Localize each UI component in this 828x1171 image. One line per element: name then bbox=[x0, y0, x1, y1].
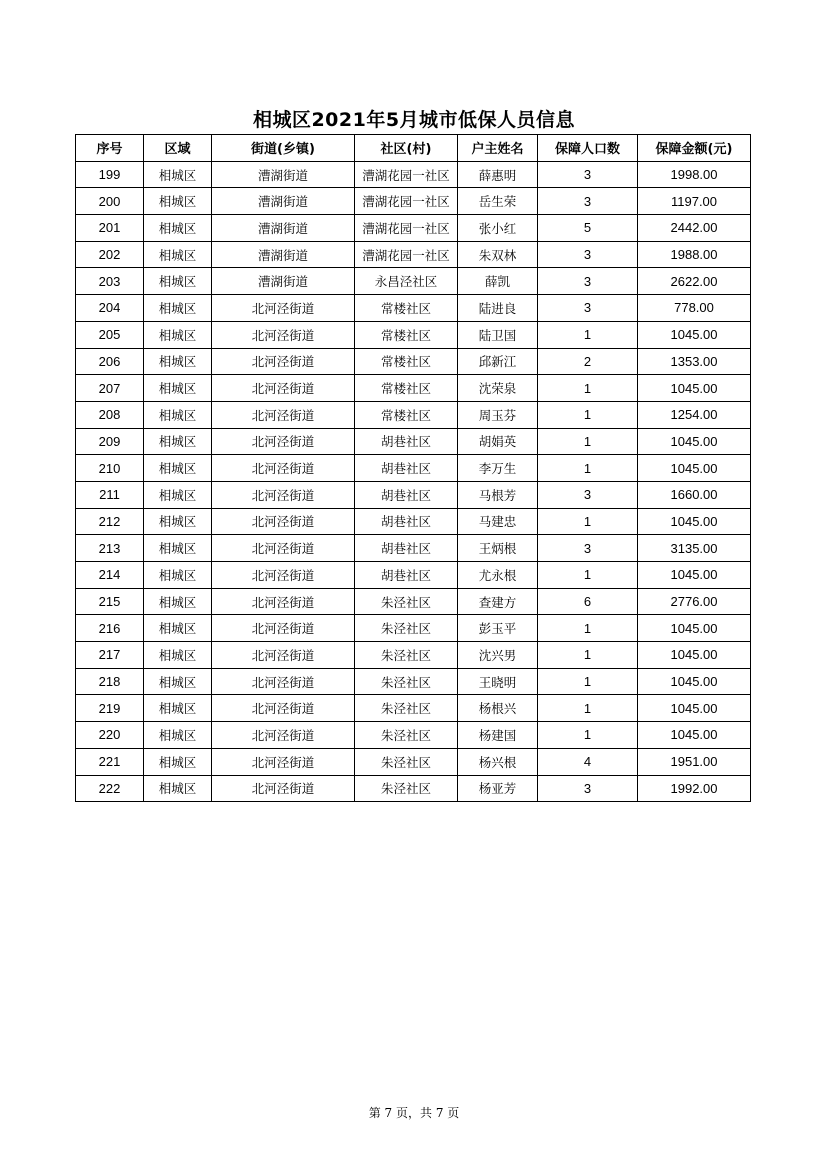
cell-population: 4 bbox=[538, 748, 638, 775]
cell-region: 相城区 bbox=[144, 348, 212, 375]
cell-community: 朱泾社区 bbox=[355, 748, 458, 775]
cell-street: 漕湖街道 bbox=[212, 188, 355, 215]
cell-index: 214 bbox=[76, 562, 144, 589]
cell-region: 相城区 bbox=[144, 668, 212, 695]
table-row bbox=[76, 241, 751, 268]
cell-community: 朱泾社区 bbox=[355, 615, 458, 642]
cell-amount: 2622.00 bbox=[638, 268, 751, 295]
cell-region: 相城区 bbox=[144, 508, 212, 535]
cell-population: 3 bbox=[538, 295, 638, 322]
cell-community: 朱泾社区 bbox=[355, 588, 458, 615]
cell-population: 3 bbox=[538, 188, 638, 215]
cell-amount: 1045.00 bbox=[638, 668, 751, 695]
cell-householder: 朱双林 bbox=[458, 241, 538, 268]
table-row bbox=[76, 161, 751, 188]
cell-street: 漕湖街道 bbox=[212, 241, 355, 268]
cell-region: 相城区 bbox=[144, 295, 212, 322]
cell-region: 相城区 bbox=[144, 722, 212, 749]
recipients-table bbox=[75, 134, 751, 802]
cell-amount: 778.00 bbox=[638, 295, 751, 322]
cell-region: 相城区 bbox=[144, 375, 212, 402]
cell-index: 201 bbox=[76, 215, 144, 242]
cell-community: 漕湖花园一社区 bbox=[355, 161, 458, 188]
cell-community: 常楼社区 bbox=[355, 401, 458, 428]
cell-street: 北河泾街道 bbox=[212, 321, 355, 348]
cell-index: 206 bbox=[76, 348, 144, 375]
cell-region: 相城区 bbox=[144, 321, 212, 348]
cell-region: 相城区 bbox=[144, 642, 212, 669]
cell-householder: 陆进良 bbox=[458, 295, 538, 322]
cell-region: 相城区 bbox=[144, 428, 212, 455]
cell-amount: 1045.00 bbox=[638, 455, 751, 482]
cell-amount: 1998.00 bbox=[638, 161, 751, 188]
cell-community: 常楼社区 bbox=[355, 295, 458, 322]
cell-community: 漕湖花园一社区 bbox=[355, 215, 458, 242]
cell-population: 1 bbox=[538, 401, 638, 428]
cell-region: 相城区 bbox=[144, 241, 212, 268]
cell-index: 204 bbox=[76, 295, 144, 322]
cell-community: 永昌泾社区 bbox=[355, 268, 458, 295]
table-row bbox=[76, 188, 751, 215]
table-row bbox=[76, 455, 751, 482]
cell-region: 相城区 bbox=[144, 615, 212, 642]
cell-population: 1 bbox=[538, 615, 638, 642]
cell-index: 213 bbox=[76, 535, 144, 562]
table-row bbox=[76, 401, 751, 428]
cell-population: 2 bbox=[538, 348, 638, 375]
cell-street: 漕湖街道 bbox=[212, 268, 355, 295]
cell-amount: 2442.00 bbox=[638, 215, 751, 242]
cell-amount: 1045.00 bbox=[638, 695, 751, 722]
cell-street: 北河泾街道 bbox=[212, 481, 355, 508]
cell-community: 常楼社区 bbox=[355, 348, 458, 375]
table-row bbox=[76, 295, 751, 322]
cell-region: 相城区 bbox=[144, 188, 212, 215]
cell-population: 1 bbox=[538, 668, 638, 695]
cell-region: 相城区 bbox=[144, 562, 212, 589]
table-body bbox=[76, 161, 751, 802]
table-row bbox=[76, 668, 751, 695]
cell-street: 北河泾街道 bbox=[212, 642, 355, 669]
cell-householder: 张小红 bbox=[458, 215, 538, 242]
table-row bbox=[76, 508, 751, 535]
cell-householder: 尤永根 bbox=[458, 562, 538, 589]
table-row bbox=[76, 775, 751, 802]
header-region: 区域 bbox=[144, 135, 212, 162]
cell-population: 1 bbox=[538, 455, 638, 482]
table-row bbox=[76, 375, 751, 402]
cell-street: 北河泾街道 bbox=[212, 295, 355, 322]
cell-amount: 1992.00 bbox=[638, 775, 751, 802]
cell-index: 218 bbox=[76, 668, 144, 695]
cell-community: 常楼社区 bbox=[355, 321, 458, 348]
cell-index: 219 bbox=[76, 695, 144, 722]
cell-amount: 1197.00 bbox=[638, 188, 751, 215]
cell-index: 212 bbox=[76, 508, 144, 535]
cell-index: 217 bbox=[76, 642, 144, 669]
cell-region: 相城区 bbox=[144, 455, 212, 482]
cell-householder: 杨根兴 bbox=[458, 695, 538, 722]
cell-index: 205 bbox=[76, 321, 144, 348]
table-row bbox=[76, 615, 751, 642]
header-street: 街道(乡镇) bbox=[212, 135, 355, 162]
cell-community: 朱泾社区 bbox=[355, 775, 458, 802]
cell-region: 相城区 bbox=[144, 161, 212, 188]
cell-street: 北河泾街道 bbox=[212, 562, 355, 589]
cell-index: 200 bbox=[76, 188, 144, 215]
cell-street: 北河泾街道 bbox=[212, 615, 355, 642]
cell-region: 相城区 bbox=[144, 748, 212, 775]
cell-population: 1 bbox=[538, 508, 638, 535]
cell-householder: 邱新江 bbox=[458, 348, 538, 375]
cell-community: 朱泾社区 bbox=[355, 722, 458, 749]
cell-street: 北河泾街道 bbox=[212, 588, 355, 615]
cell-street: 漕湖街道 bbox=[212, 215, 355, 242]
cell-index: 215 bbox=[76, 588, 144, 615]
cell-householder: 王晓明 bbox=[458, 668, 538, 695]
table-row bbox=[76, 268, 751, 295]
cell-householder: 沈兴男 bbox=[458, 642, 538, 669]
cell-index: 220 bbox=[76, 722, 144, 749]
cell-population: 6 bbox=[538, 588, 638, 615]
cell-householder: 胡娟英 bbox=[458, 428, 538, 455]
cell-index: 202 bbox=[76, 241, 144, 268]
cell-population: 1 bbox=[538, 321, 638, 348]
cell-amount: 1353.00 bbox=[638, 348, 751, 375]
cell-householder: 李万生 bbox=[458, 455, 538, 482]
cell-population: 3 bbox=[538, 161, 638, 188]
table-row bbox=[76, 748, 751, 775]
header-index: 序号 bbox=[76, 135, 144, 162]
cell-region: 相城区 bbox=[144, 695, 212, 722]
cell-population: 1 bbox=[538, 428, 638, 455]
cell-street: 北河泾街道 bbox=[212, 455, 355, 482]
cell-region: 相城区 bbox=[144, 215, 212, 242]
cell-street: 北河泾街道 bbox=[212, 775, 355, 802]
cell-householder: 马建忠 bbox=[458, 508, 538, 535]
cell-community: 胡巷社区 bbox=[355, 481, 458, 508]
table-row bbox=[76, 722, 751, 749]
cell-amount: 1951.00 bbox=[638, 748, 751, 775]
cell-householder: 杨建国 bbox=[458, 722, 538, 749]
cell-householder: 沈荣泉 bbox=[458, 375, 538, 402]
cell-amount: 1045.00 bbox=[638, 642, 751, 669]
table-row bbox=[76, 481, 751, 508]
cell-index: 209 bbox=[76, 428, 144, 455]
cell-community: 胡巷社区 bbox=[355, 535, 458, 562]
cell-population: 1 bbox=[538, 375, 638, 402]
table-row bbox=[76, 428, 751, 455]
cell-amount: 1045.00 bbox=[638, 321, 751, 348]
cell-street: 北河泾街道 bbox=[212, 695, 355, 722]
cell-index: 199 bbox=[76, 161, 144, 188]
cell-population: 1 bbox=[538, 562, 638, 589]
header-population: 保障人口数 bbox=[538, 135, 638, 162]
cell-community: 朱泾社区 bbox=[355, 695, 458, 722]
cell-householder: 薛凯 bbox=[458, 268, 538, 295]
cell-population: 1 bbox=[538, 695, 638, 722]
cell-region: 相城区 bbox=[144, 588, 212, 615]
cell-community: 朱泾社区 bbox=[355, 642, 458, 669]
table-row bbox=[76, 348, 751, 375]
cell-community: 朱泾社区 bbox=[355, 668, 458, 695]
header-householder: 户主姓名 bbox=[458, 135, 538, 162]
cell-amount: 1045.00 bbox=[638, 428, 751, 455]
table-row bbox=[76, 588, 751, 615]
cell-region: 相城区 bbox=[144, 481, 212, 508]
cell-householder: 查建方 bbox=[458, 588, 538, 615]
cell-region: 相城区 bbox=[144, 535, 212, 562]
cell-householder: 马根芳 bbox=[458, 481, 538, 508]
cell-householder: 周玉芬 bbox=[458, 401, 538, 428]
cell-index: 210 bbox=[76, 455, 144, 482]
cell-region: 相城区 bbox=[144, 775, 212, 802]
cell-index: 208 bbox=[76, 401, 144, 428]
cell-street: 北河泾街道 bbox=[212, 748, 355, 775]
cell-amount: 1045.00 bbox=[638, 562, 751, 589]
cell-region: 相城区 bbox=[144, 268, 212, 295]
cell-householder: 陆卫国 bbox=[458, 321, 538, 348]
cell-index: 207 bbox=[76, 375, 144, 402]
cell-amount: 3135.00 bbox=[638, 535, 751, 562]
cell-community: 常楼社区 bbox=[355, 375, 458, 402]
cell-index: 221 bbox=[76, 748, 144, 775]
cell-street: 北河泾街道 bbox=[212, 401, 355, 428]
cell-population: 3 bbox=[538, 241, 638, 268]
cell-amount: 1045.00 bbox=[638, 615, 751, 642]
page-footer: 第 7 页，共 7 页 bbox=[368, 1106, 460, 1120]
cell-householder: 岳生荣 bbox=[458, 188, 538, 215]
cell-population: 3 bbox=[538, 775, 638, 802]
table-row bbox=[76, 535, 751, 562]
cell-index: 211 bbox=[76, 481, 144, 508]
cell-population: 5 bbox=[538, 215, 638, 242]
cell-population: 3 bbox=[538, 268, 638, 295]
cell-amount: 1254.00 bbox=[638, 401, 751, 428]
cell-householder: 薛惠明 bbox=[458, 161, 538, 188]
table-row bbox=[76, 321, 751, 348]
header-row bbox=[76, 135, 751, 162]
cell-population: 3 bbox=[538, 535, 638, 562]
cell-amount: 1045.00 bbox=[638, 722, 751, 749]
cell-community: 胡巷社区 bbox=[355, 428, 458, 455]
cell-street: 北河泾街道 bbox=[212, 722, 355, 749]
cell-amount: 1045.00 bbox=[638, 375, 751, 402]
table-row bbox=[76, 562, 751, 589]
table-row bbox=[76, 215, 751, 242]
header-community: 社区(村) bbox=[355, 135, 458, 162]
cell-householder: 王炳根 bbox=[458, 535, 538, 562]
cell-street: 北河泾街道 bbox=[212, 668, 355, 695]
cell-community: 胡巷社区 bbox=[355, 455, 458, 482]
cell-community: 漕湖花园一社区 bbox=[355, 241, 458, 268]
cell-amount: 1660.00 bbox=[638, 481, 751, 508]
cell-householder: 彭玉平 bbox=[458, 615, 538, 642]
document-title: 相城区2021年5月城市低保人员信息 bbox=[252, 109, 576, 131]
cell-community: 漕湖花园一社区 bbox=[355, 188, 458, 215]
cell-community: 胡巷社区 bbox=[355, 508, 458, 535]
cell-index: 222 bbox=[76, 775, 144, 802]
cell-street: 北河泾街道 bbox=[212, 428, 355, 455]
cell-street: 漕湖街道 bbox=[212, 161, 355, 188]
table-row bbox=[76, 642, 751, 669]
cell-population: 3 bbox=[538, 481, 638, 508]
cell-householder: 杨亚芳 bbox=[458, 775, 538, 802]
cell-street: 北河泾街道 bbox=[212, 535, 355, 562]
table-row bbox=[76, 695, 751, 722]
header-amount: 保障金额(元) bbox=[638, 135, 751, 162]
cell-region: 相城区 bbox=[144, 401, 212, 428]
cell-amount: 2776.00 bbox=[638, 588, 751, 615]
cell-householder: 杨兴根 bbox=[458, 748, 538, 775]
cell-street: 北河泾街道 bbox=[212, 375, 355, 402]
cell-street: 北河泾街道 bbox=[212, 348, 355, 375]
cell-amount: 1045.00 bbox=[638, 508, 751, 535]
cell-community: 胡巷社区 bbox=[355, 562, 458, 589]
cell-index: 216 bbox=[76, 615, 144, 642]
cell-index: 203 bbox=[76, 268, 144, 295]
cell-street: 北河泾街道 bbox=[212, 508, 355, 535]
cell-population: 1 bbox=[538, 722, 638, 749]
cell-amount: 1988.00 bbox=[638, 241, 751, 268]
cell-population: 1 bbox=[538, 642, 638, 669]
